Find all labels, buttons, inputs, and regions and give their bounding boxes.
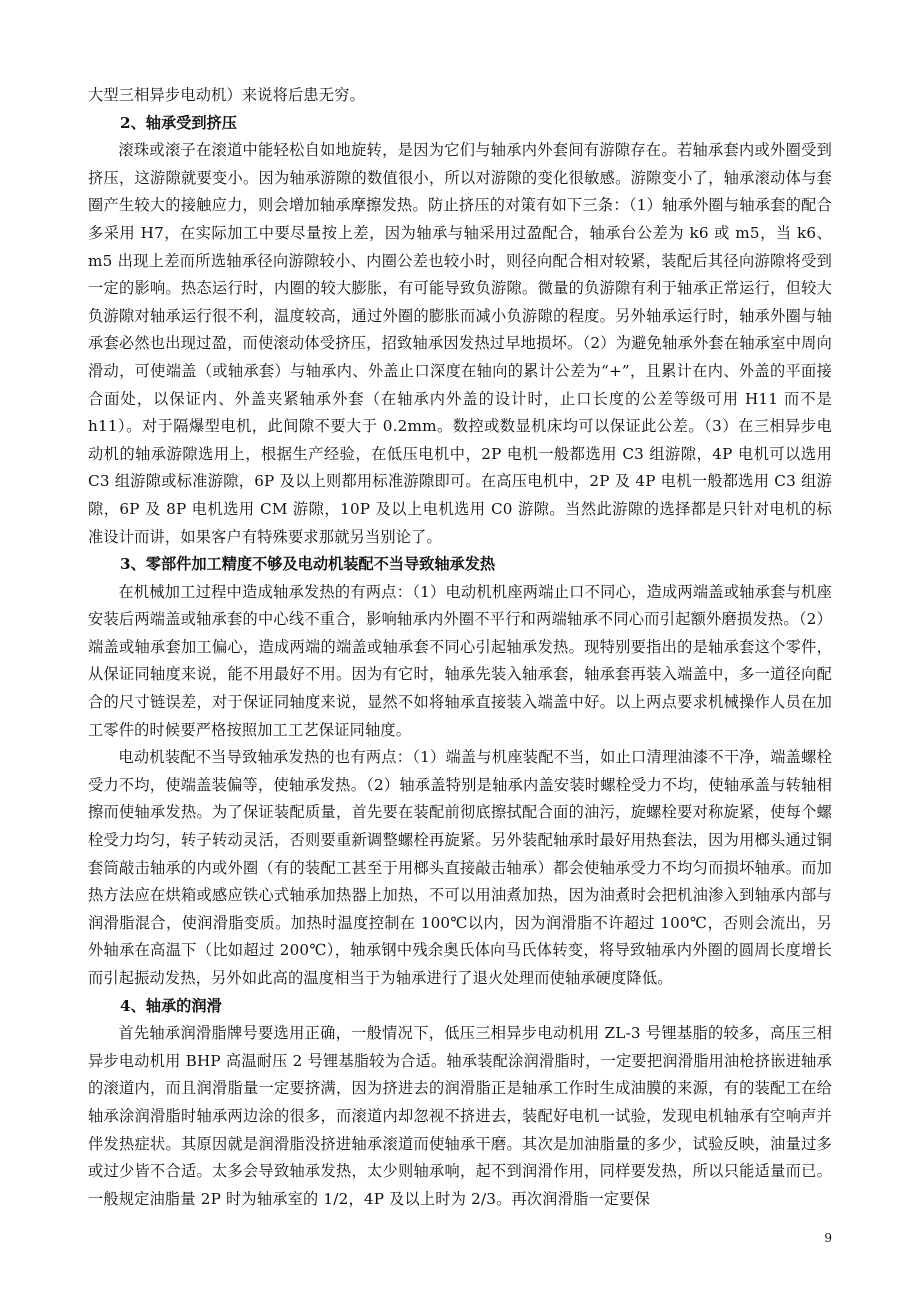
paragraph-assembly: 电动机装配不当导致轴承发热的也有两点：（1）端盖与机座装配不当，如止口清理油漆不干净，端盖螺栓受力不均，使端盖装偏等，使轴承发热。（2）轴承盖特别是轴承内盖安装时螺栓受力不均，使轴承盖与转轴相擦而使轴承发热。为了保证装配质量，首先要在装配前彻底擦拭配合面的油污，旋螺栓要对称旋紧，使每个螺栓受力均匀，转子转动灵活，否则要重新调整螺栓再旋紧。另外装配轴承时最好用热套法，因为用榔头通过铜套筒敲击轴承的内或外圈（有的装配工甚至于用榔头直接敲击轴承）都会使轴承受力不均匀而损坏轴承。而加热方法应在烘箱或感应铁心式轴承加热器上加热，不可以用油煮加热，因为油煮时会把机油渗入到轴承内部与润滑脂混合，使润滑脂变质。加热时温度控制在 100℃以内，因为润滑脂不许超过 100℃，否则会流出，另外轴承在高温下（比如超过 200℃），轴承钢中残余奥氏体向马氏体转变，将导致轴承内外圈的圆周长度增长而引起振动发热，另外如此高的温度相当于为轴承进行了退火处理而使轴承硬度降低。 [88, 748, 832, 987]
page-number: 9 [824, 1231, 832, 1245]
paragraph-lubrication: 首先轴承润滑脂牌号要选用正确，一般情况下，低压三相异步电动机用 ZL-3 号锂基脂的较多，高压三相异步电动机用 BHP 高温耐压 2 号锂基脂较为合适。轴承装配涂润滑脂时，一定要把润滑脂用油枪挤嵌进轴承的滚道内，而且润滑脂量一定要挤满，因为挤进去的润滑脂正是轴承工作时生成油膜的来源，有的装配工在给轴承涂润滑脂时轴承两边涂的很多，而滚道内却忽视不挤进去，装配好电机一试验，发现电机轴承有空响声并伴发热症状。其原因就是润滑脂没挤进轴承滚道而使轴承干磨。其次是加油脂量的多少，试验反映，油量过多或过少皆不合适。太多会导致轴承发热，太少则轴承响，起不到润滑作用，同样要发热，所以只能适量而已。一般规定油脂量 2P 时为轴承室的 1/2，4P 及以上时为 2/3。再次润滑脂一定要保 [88, 1024, 832, 1208]
section-heading-2: 2、轴承受到挤压 [120, 113, 237, 132]
paragraph-continuation: 大型三相异步电动机）来说将后患无穷。 [88, 86, 365, 104]
section-heading-3: 3、零部件加工精度不够及电动机装配不当导致轴承发热 [120, 555, 496, 574]
document-body [88, 82, 832, 1213]
section-heading-4: 4、轴承的润滑 [120, 996, 222, 1015]
paragraph-machining: 在机械加工过程中造成轴承发热的有两点：（1）电动机机座两端止口不同心，造成两端盖或轴承套与机座安装后两端盖或轴承套的中心线不重合，影响轴承内外圈不平行和两端轴承不同心而引起额外磨损发热。（2）端盖或轴承套加工偏心，造成两端的端盖或轴承套不同心引起轴承发热。现特别要指出的是轴承套这个零件，从保证同轴度来说，能不用最好不用。因为有它时，轴承先装入轴承套，轴承套再装入端盖中，多一道径向配合的尺寸链误差，对于保证同轴度来说，显然不如将轴承直接装入端盖中好。以上两点要求机械操作人员在加工零件的时候要严格按照加工工艺保证同轴度。 [88, 582, 832, 739]
paragraph-bearing-squeeze: 滚珠或滚子在滚道中能轻松自如地旋转，是因为它们与轴承内外套间有游隙存在。若轴承套内或外圈受到挤压，这游隙就要变小。因为轴承游隙的数值很小，所以对游隙的变化很敏感。游隙变小了，轴承滚动体与套圈产生较大的接触应力，则会增加轴承摩擦发热。防止挤压的对策有如下三条：（1）轴承外圈与轴承套的配合多采用 H7，在实际加工中要尽量按上差，因为轴承与轴采用过盈配合，轴承台公差为 k6 或 m5，当 k6、m5 出现上差而所选轴承径向游隙较小、内圈公差也较小时，则径向配合相对较紧，装配后其径向游隙将受到一定的影响。热态运行时，内圈的较大膨胀，有可能导致负游隙。微量的负游隙有利于轴承正常运行，但较大负游隙对轴承运行很不利，温度较高，通过外圈的膨胀而减小负游隙的程度。另外轴承运行时，轴承外圈与轴承套必然也出现过盈，而使滚动体受挤压，招致轴承因发热过早地损坏。（2）为避免轴承外套在轴承室中周向滑动，可使端盖（或轴承套）与轴承内、外盖止口深度在轴向的累计公差为“+”，且累计在内、外盖的平面接合面处，以保证内、外盖夹紧轴承外套（在轴承内外盖的设计时，止口长度的公差等级可用 H11 而不是 h11）。对于隔爆型电机，此间隙不要大于 0.2mm。数控或数显机床均可以保证此公差。（3）在三相异步电动机的轴承游隙选用上，根据生产经验，在低压电机中，2P 电机一般都选用 C3 组游隙，4P 电机可以选用 C3 组游隙或标准游隙，6P 及以上则都用标准游隙即可。在高压电机中，2P 及 4P 电机一般都选用 C3 组游隙，6P 及 8P 电机选用 CM 游隙，10P 及以上电机选用 C0 游隙。当然此游隙的选择都是只针对电机的标准设计而讲，如果客户有特殊要求那就另当别论了。 [88, 141, 832, 546]
